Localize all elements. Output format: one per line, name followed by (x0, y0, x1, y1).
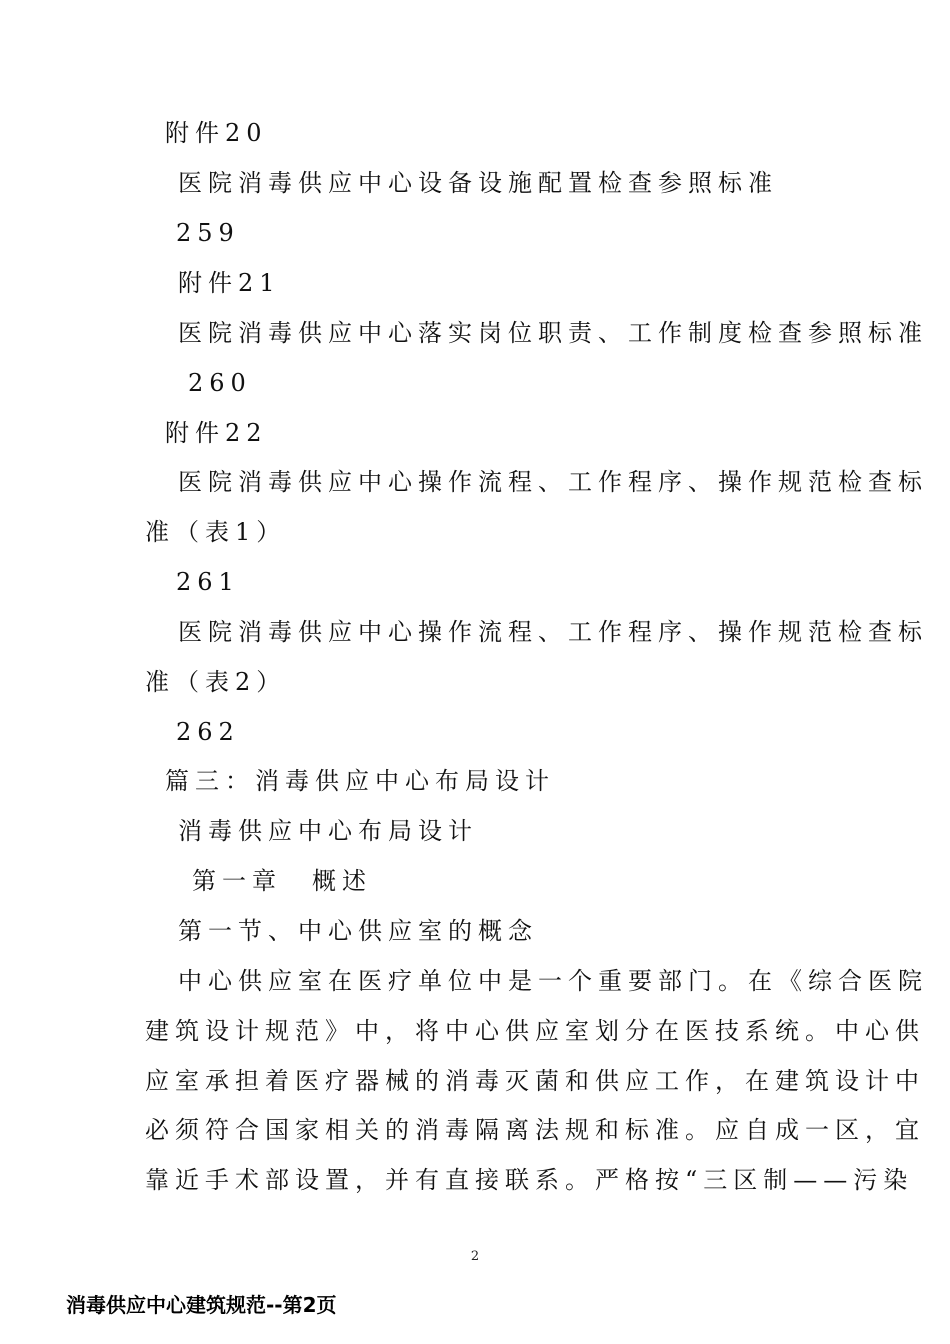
text-line: 259 (176, 219, 240, 247)
paragraph-line: 靠近手术部设置，并有直接联系。严格按“三区制——污染 (145, 1166, 914, 1194)
text-line: 医院消毒供应中心落实岗位职责、工作制度检查参照标准 (178, 319, 928, 347)
text-line: 附件20 (165, 119, 268, 147)
text-line: 准（表2） (145, 668, 287, 696)
paragraph-line: 建筑设计规范》中，将中心供应室划分在医技系统。中心供 (145, 1017, 925, 1045)
text-line: 准（表1） (145, 518, 287, 546)
section-heading: 篇三：消毒供应中心布局设计 (165, 767, 555, 795)
text-line: 260 (188, 369, 252, 397)
subsection-heading: 第一节、中心供应室的概念 (178, 917, 538, 945)
paragraph-line: 必须符合国家相关的消毒隔离法规和标准。应自成一区，宜 (145, 1116, 925, 1144)
document-title: 消毒供应中心布局设计 (178, 817, 478, 845)
text-line: 261 (176, 568, 240, 596)
text-line: 附件21 (178, 269, 281, 297)
text-line: 医院消毒供应中心设备设施配置检查参照标准 (178, 169, 778, 197)
chapter-heading: 第一章 概述 (192, 867, 372, 895)
text-line: 医院消毒供应中心操作流程、工作程序、操作规范检查标 (178, 618, 928, 646)
text-line: 附件22 (165, 419, 268, 447)
page-number: 2 (470, 1249, 480, 1264)
paragraph-line: 中心供应室在医疗单位中是一个重要部门。在《综合医院 (178, 967, 928, 995)
text-line: 262 (176, 718, 240, 746)
text-line: 医院消毒供应中心操作流程、工作程序、操作规范检查标 (178, 468, 928, 496)
paragraph-line: 应室承担着医疗器械的消毒灭菌和供应工作，在建筑设计中 (145, 1067, 925, 1095)
page-footer: 消毒供应中心建筑规范--第2页 (66, 1293, 337, 1317)
